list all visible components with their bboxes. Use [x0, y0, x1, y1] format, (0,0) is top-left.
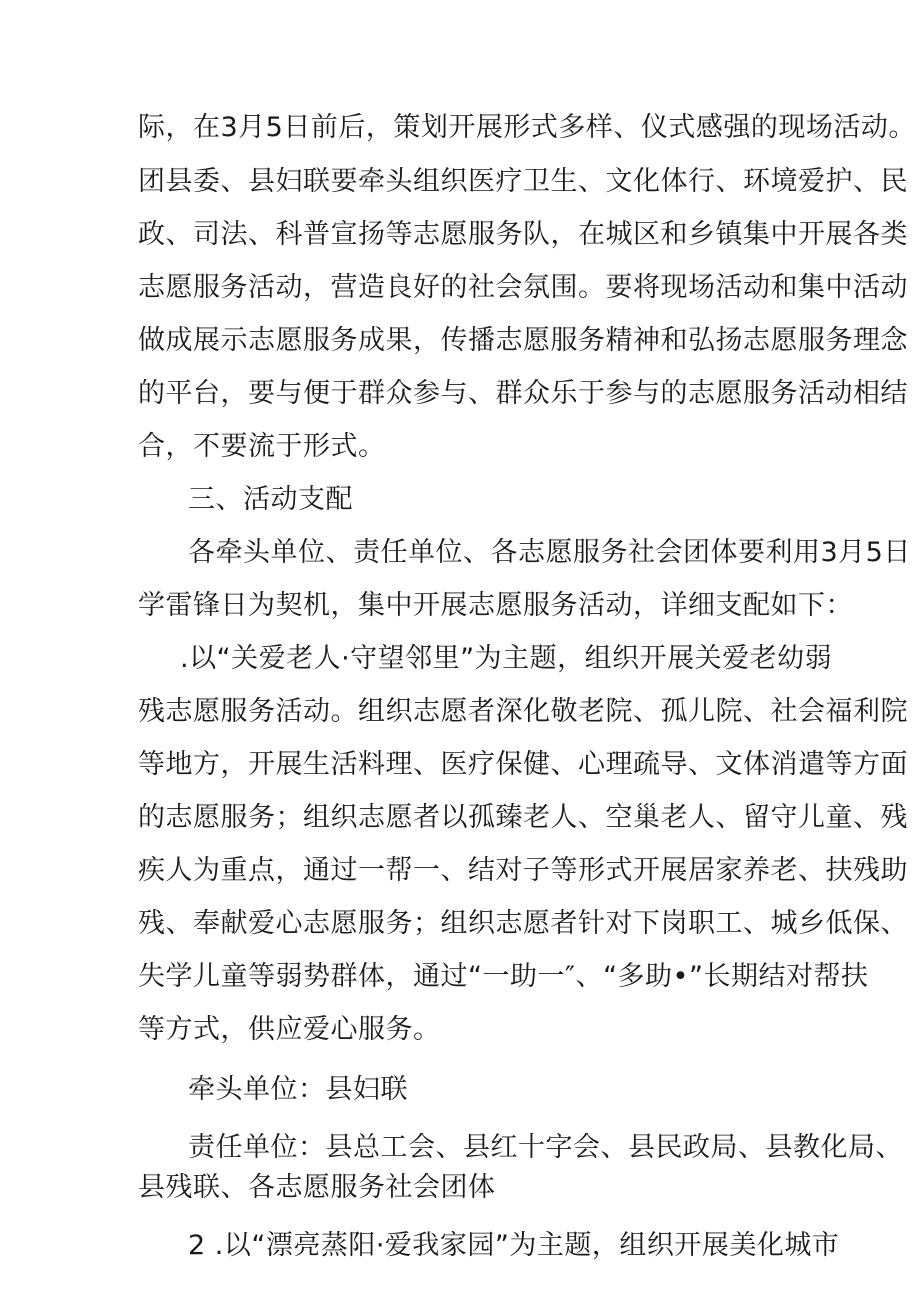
paragraph-line: 各牵头单位、责任单位、各志愿服务社会团体要利用3月5日	[188, 537, 911, 568]
paragraph-line: 残、奉献爱心志愿服务；组织志愿者针对下岗职工、城乡低保、	[138, 908, 908, 939]
paragraph-line: 残志愿服务活动。组织志愿者深化敬老院、孤儿院、社会福利院	[138, 696, 908, 727]
paragraph-line: .以“关爱老人·守望邻里”为主题，组织开展关爱老幼弱	[180, 643, 833, 674]
paragraph-line: 团县委、县妇联要牵头组织医疗卫生、文化体行、环境爱护、民	[138, 166, 908, 197]
paragraph-line: 政、司法、科普宣扬等志愿服务队，在城区和乡镇集中开展各类	[138, 219, 908, 250]
paragraph-line: 学雷锋日为契机，集中开展志愿服务活动，详细支配如下：	[138, 590, 853, 621]
responsible-unit-line: 责任单位：县总工会、县红十字会、县民政局、县教化局、	[188, 1132, 903, 1163]
paragraph-line: 县残联、各志愿服务社会团体	[138, 1172, 496, 1203]
paragraph-line: 失学儿童等弱势群体，通过“一助一″、“多助•”长期结对帮扶	[138, 961, 869, 992]
paragraph-line: 疾人为重点，通过一帮一、结对子等形式开展居家养老、扶残助	[138, 855, 908, 886]
paragraph-line: 合，不要流于形式。	[138, 431, 386, 462]
paragraph-line: 的平台，要与便于群众参与、群众乐于参与的志愿服务活动相结	[138, 378, 908, 409]
lead-unit-line: 牵头单位：县妇联	[188, 1074, 408, 1105]
paragraph-line: 的志愿服务；组织志愿者以孤臻老人、空巢老人、留守儿童、残	[138, 802, 908, 833]
paragraph-line: 做成展示志愿服务成果，传播志愿服务精神和弘扬志愿服务理念	[138, 325, 908, 356]
paragraph-line: 等方式，供应爱心服务。	[138, 1014, 441, 1045]
paragraph-line: 等地方，开展生活料理、医疗保健、心理疏导、文体消遣等方面	[138, 749, 908, 780]
paragraph-line: 际，在3月5日前后，策划开展形式多样、仪式感强的现场活动。	[138, 112, 916, 143]
paragraph-line: 志愿服务活动，营造良好的社会氛围。要将现场活动和集中活动	[138, 272, 908, 303]
numbered-item-line: 2 .以“漂亮蒸阳·爱我家园”为主题，组织开展美化城市	[188, 1230, 840, 1261]
section-heading: 三、活动支配	[188, 484, 353, 515]
